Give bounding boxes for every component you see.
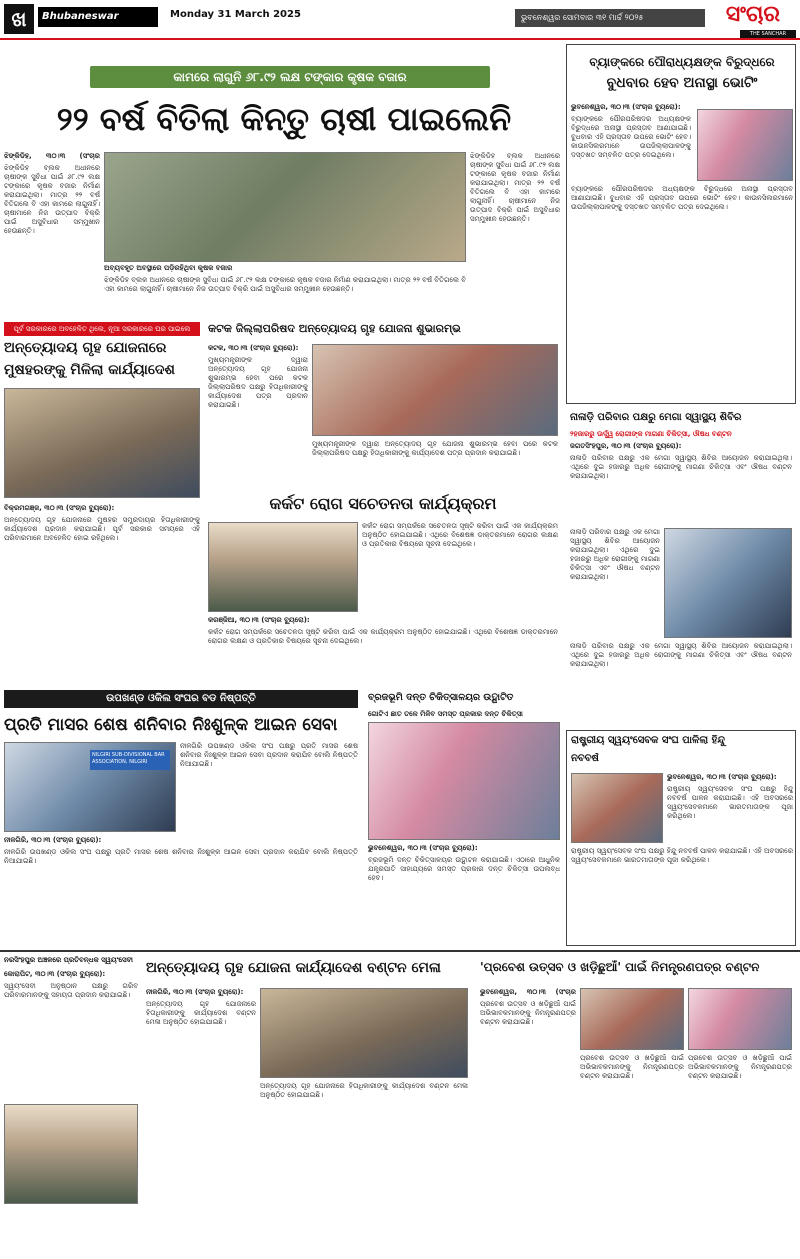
- cancer-dateline: କରଞ୍ଜିଆ, ୩୦।୩ (ସଂଚାର ବ୍ୟୁରୋ):: [208, 616, 310, 624]
- bottom2-photo: [260, 988, 468, 1078]
- cancer-body-1: କର୍କଟ ରୋଗ ସମ୍ପର୍କରେ ସଚେତନତା ସୃଷ୍ଟି କରିବା ପାଇଁ ଏକ କାର୍ଯ୍ୟକ୍ରମ ଅନୁଷ୍ଠିତ ହୋଇଯାଇଛି। ଏଥିରେ ବିଶେଷଜ୍ଞ ଡାକ୍ତରମାନେ ରୋଗର ଲକ୍ଷଣ ଓ ପ୍ରତିକାର ବିଷୟରେ ସୂଚନା ଦେଇଥିଲେ।: [362, 522, 558, 548]
- dental-photo: [368, 722, 560, 840]
- housing-kicker: ପୂର୍ବ ସରକାରରେ ଅବହେଳିତ ଥିଲେ, ନୂଆ ସରକାରରେ ଘର ପାଇଲେ: [4, 322, 200, 336]
- health-camp-body-1: ନାଳାଡ଼ି ପରିବାର ପକ୍ଷରୁ ଏକ ମେଗା ସ୍ୱାସ୍ଥ୍ୟ ଶିବିର ଆୟୋଜନ କରାଯାଇଥିଲା। ଏଥିରେ ଦୁଇ ହଜାରରୁ ଅଧିକ ରୋଗୀଙ୍କୁ ମାଗଣା ଚିକିତ୍ସା ଏବଂ ଔଷଧ ବଣ୍ଟନ କରାଯାଇଥିଲା।: [570, 454, 792, 480]
- lead-body-col1: ଝିଙ୍କିଡିହ ବ୍ଲକ ଅଧୀନରେ ଚାଷୀଙ୍କ ସୁବିଧା ପାଇଁ ୬୮.୯୨ ଲକ୍ଷ ଟଙ୍କାରେ କୃଷକ ବଜାର ନିର୍ମାଣ କରାଯାଇଥିଲା। ମାତ୍ର ୨୨ ବର୍ଷ ବିତିଗଲେ ବି ଏହା କାମରେ ଲାଗୁନାହିଁ। ଚାଷୀମାନେ ନିଜ ଉତ୍ପାଦ ବିକ୍ରି ପାଇଁ ଅସୁବିଧାର ସମ୍ମୁଖୀନ ହେଉଛନ୍ତି।: [4, 164, 100, 235]
- right-top-body-1: ବ୍ୟାଙ୍କରେ ପୌରପରିଷଦର ଅଧ୍ୟକ୍ଷଙ୍କ ବିରୁଦ୍ଧରେ ଅନାସ୍ଥା ପ୍ରସ୍ତାବ ଆଣାଯାଇଛି। ବୁଧବାର ଏହି ପ୍ରସ୍ତାବ ଉପରେ ଭୋଟିଂ ହେବ। କାଉନସିଲରମାନେ ଉପଜିଲ୍ଲାପାଳଙ୍କୁ ଦସ୍ତଖତ ସମ୍ବଳିତ ପତ୍ର ଦେଇଥିଲେ।: [571, 115, 691, 159]
- dental-story: [366, 690, 562, 946]
- housing-dateline: ବିକ୍ରମଗଞ୍ଜ, ୩୦।୩ (ସଂଚାର ବ୍ୟୁରୋ):: [4, 504, 115, 512]
- health-camp-body-3: ନାଳାଡ଼ି ପରିବାର ପକ୍ଷରୁ ଏକ ମେଗା ସ୍ୱାସ୍ଥ୍ୟ ଶିବିର ଆୟୋଜନ କରାଯାଇଥିଲା। ଏଥିରେ ଦୁଇ ହଜାରରୁ ଅଧିକ ରୋଗୀଙ୍କୁ ମାଗଣା ଚିକିତ୍ସା ଏବଂ ଔଷଧ ବଣ୍ଟନ କରାଯାଇଥିଲା।: [570, 642, 792, 668]
- newyear-body-1: ରାଷ୍ଟ୍ରୀୟ ସ୍ୱୟଂସେବକ ସଂଘ ପକ୍ଷରୁ ହିନ୍ଦୁ ନବବର୍ଷ ପାଳନ କରାଯାଇଛି। ଏହି ଅବସରରେ ସ୍ୱୟଂସେବକମାନେ ଭାରତମାତାଙ୍କ ପୂଜା କରିଥିଲେ।: [667, 785, 793, 820]
- lead-dateline: ଝିଙ୍କିଡିହ, ୩୦।୩ (ସଂଚାର: [4, 152, 100, 160]
- lead-photo-caption: ଅବ୍ୟବହୃତ ଅବସ୍ଥାରେ ପଡ଼ିରହିଥିବା କୃଷକ ବଜାର: [104, 264, 233, 272]
- dental-sub: ଗୋଟିଏ ଛାତ ତଳେ ମିଳିବ ସମସ୍ତ ପ୍ରକାର ଦନ୍ତ ଚିକିତ୍ସା: [368, 710, 523, 718]
- bottom3-body-2: ପ୍ରବେଶ ଉତ୍ସବ ଓ ଖଡ଼ିଛୁଆଁ ପାଇଁ ଅଭିଭାବକମାନଙ୍କୁ ନିମନ୍ତ୍ରଣପତ୍ର ବଣ୍ଟନ କରାଯାଇଛି।: [580, 1054, 684, 1080]
- cancer-body-2: କର୍କଟ ରୋଗ ସମ୍ପର୍କରେ ସଚେତନତା ସୃଷ୍ଟି କରିବା ପାଇଁ ଏକ କାର୍ଯ୍ୟକ୍ରମ ଅନୁଷ୍ଠିତ ହୋଇଯାଇଛି। ଏଥିରେ ବିଶେଷଜ୍ଞ ଡାକ୍ତରମାନେ ରୋଗର ଲକ୍ଷଣ ଓ ପ୍ରତିକାର ବିଷୟରେ ସୂଚନା ଦେଇଥିଲେ।: [208, 628, 558, 645]
- right-top-body-2: ବ୍ୟାଙ୍କରେ ପୌରପରିଷଦର ଅଧ୍ୟକ୍ଷଙ୍କ ବିରୁଦ୍ଧରେ ଅନାସ୍ଥା ପ୍ରସ୍ତାବ ଆଣାଯାଇଛି। ବୁଧବାର ଏହି ପ୍ରସ୍ତାବ ଉପରେ ଭୋଟିଂ ହେବ। କାଉନସିଲରମାନେ ଉପଜିଲ୍ଲାପାଳଙ୍କୁ ଦସ୍ତଖତ ସମ୍ବଳିତ ପତ୍ର ଦେଇଥିଲେ।: [571, 185, 793, 211]
- newyear-body-2: ରାଷ୍ଟ୍ରୀୟ ସ୍ୱୟଂସେବକ ସଂଘ ପକ୍ଷରୁ ହିନ୍ଦୁ ନବବର୍ଷ ପାଳନ କରାଯାଇଛି। ଏହି ଅବସରରେ ସ୍ୱୟଂସେବକମାନେ ଭାରତମାତାଙ୍କ ପୂଜା କରିଥିଲେ।: [571, 847, 793, 864]
- bottom1-dateline: କୋରାପିଟ, ୩୦।୩ (ସଂଚାର ବ୍ୟୁରୋ):: [4, 970, 106, 978]
- cancer-story: [204, 490, 562, 680]
- dental-headline: ବ୍ରଜଭୂମି ଦନ୍ତ ଚିକିତ୍ସାଳୟର ଉଦ୍ଘାଟିତ: [368, 692, 514, 703]
- lead-body-col2: ଝିଙ୍କିଡିହ ବ୍ଲକ ଅଧୀନରେ ଚାଷୀଙ୍କ ସୁବିଧା ପାଇଁ ୬୮.୯୨ ଲକ୍ଷ ଟଙ୍କାରେ କୃଷକ ବଜାର ନିର୍ମାଣ କରାଯାଇଥିଲା। ମାତ୍ର ୨୨ ବର୍ଷ ବିତିଗଲେ ବି ଏହା କାମରେ ଲାଗୁନାହିଁ। ଚାଷୀମାନେ ନିଜ ଉତ୍ପାଦ ବିକ୍ରି ପାଇଁ ଅସୁବିଧାର ସମ୍ମୁଖୀନ ହେଉଛନ୍ତି।: [104, 276, 466, 293]
- page-letter-badge: ଖ: [4, 4, 34, 34]
- bottom3-dateline: ଭୁବନେଶ୍ୱର, ୩୦।୩ (ସଂଚାର: [480, 988, 576, 996]
- cuttack-photo: [312, 344, 558, 436]
- masthead-odia-date: ଭୁବନେଶ୍ୱର ସୋମବାର ୩୧ ମାର୍ଚ୍ଚ ୨୦୨୫: [515, 9, 705, 27]
- right-top-story: [566, 44, 796, 404]
- lead-story: [0, 44, 562, 314]
- newyear-headline-2: ନବବର୍ଷ: [571, 753, 599, 764]
- health-camp-photo: [664, 528, 792, 638]
- cuttack-body-1: ମୁଖ୍ୟମନ୍ତ୍ରୀଙ୍କ ଦ୍ୱାରା ଅନ୍ତ୍ୟୋଦୟ ଗୃହ ଯୋଜନା ଶୁଭାରମ୍ଭ ହେବା ପରେ କଟକ ଜିଲ୍ଲାପରିଷଦ ପକ୍ଷରୁ ହିତାଧିକାରୀଙ୍କୁ କାର୍ଯ୍ୟାଦେଶ ପତ୍ର ପ୍ରଦାନ କରାଯାଇଛି।: [208, 356, 308, 409]
- cuttack-story: [204, 318, 562, 488]
- newyear-dateline: ଭୁବନେଶ୍ୱର, ୩୦।୩ (ସଂଚାର ବ୍ୟୁରୋ):: [667, 773, 777, 781]
- legal-story: [0, 690, 362, 946]
- bottom-story-1: [0, 954, 140, 1254]
- bottom3-photo-2: [688, 988, 792, 1050]
- sanchar-logo-sub: THE SANCHAR: [740, 30, 796, 38]
- lead-kicker: କାମରେ ଲାଗୁନି ୬୮.୯୨ ଲକ୍ଷ ଟଙ୍କାର କୃଷକ ବଜାର: [90, 66, 490, 88]
- bottom2-body-1: ଅନ୍ତ୍ୟୋଦୟ ଗୃହ ଯୋଜନାରେ ହିତାଧିକାରୀଙ୍କୁ କାର୍ଯ୍ୟାଦେଶ ବଣ୍ଟନ ମେଳା ଅନୁଷ୍ଠିତ ହୋଇଯାଇଛି।: [146, 1000, 256, 1026]
- newyear-headline-1: ରାଷ୍ଟ୍ରୀୟ ସ୍ୱୟଂସେବକ ସଂଘ ପାଳିଲା ହିନ୍ଦୁ: [571, 735, 725, 746]
- bottom3-photo-1: [580, 988, 684, 1050]
- housing-body: ଅନ୍ତ୍ୟୋଦୟ ଗୃହ ଯୋଜନାରେ ମୁଷହର ସମ୍ପ୍ରଦାୟର ହିତାଧିକାରୀଙ୍କୁ କାର୍ଯ୍ୟାଦେଶ ପ୍ରଦାନ କରାଯାଇଛି। ପୂର୍ବ ସରକାର ସମୟରେ ଏହି ପରିବାରମାନେ ଅବହେଳିତ ହୋଇ ରହିଥିଲେ।: [4, 516, 200, 542]
- dental-body: ବ୍ରଜଭୂମି ଦନ୍ତ ଚିକିତ୍ସାଳୟର ଉଦ୍ଘାଟନ କରାଯାଇଛି। ଏଠାରେ ଆଧୁନିକ ଯନ୍ତ୍ରପାତି ସାହାଯ୍ୟରେ ସମସ୍ତ ପ୍ରକାର ଦନ୍ତ ଚିକିତ୍ସା ଉପଲବ୍ଧ ହେବ।: [368, 856, 560, 882]
- legal-kicker: ଉପଖଣ୍ଡ ଓକିଲ ସଂଘର ବଡ ନିଷ୍ପତ୍ତି: [4, 690, 358, 708]
- bottom1-body: ସ୍ୱୟଂସେବୀ ଅନୁଷ୍ଠାନ ପକ୍ଷରୁ ଗରିବ ପରିବାରମାନଙ୍କୁ ସହାୟତା ପ୍ରଦାନ କରାଯାଇଛି।: [4, 982, 138, 999]
- legal-dateline: ନୀଳଗିରି, ୩୦।୩ (ସଂଚାର ବ୍ୟୁରୋ):: [4, 836, 102, 844]
- masthead-city: Bhubaneswar: [38, 7, 158, 27]
- housing-photo: [4, 388, 200, 498]
- cuttack-headline: କଟକ ଜିଲ୍ଲାପରିଷଦ ଅନ୍ତ୍ୟୋଦୟ ଗୃହ ଯୋଜନା ଶୁଭାରମ୍ଭ: [208, 322, 461, 335]
- health-camp-sub: ୨ହଜାରରୁ ଊର୍ଦ୍ଧ୍ୱ ରୋଗୀଙ୍କ ମାଗଣା ଚିକିତ୍ସା, ଔଷଧ ବଣ୍ଟନ: [570, 430, 732, 438]
- bottom2-body-2: ଅନ୍ତ୍ୟୋଦୟ ଗୃହ ଯୋଜନାରେ ହିତାଧିକାରୀଙ୍କୁ କାର୍ଯ୍ୟାଦେଶ ବଣ୍ଟନ ମେଳା ଅନୁଷ୍ଠିତ ହୋଇଯାଇଛି।: [260, 1082, 468, 1099]
- bottom1-headline: ନରସିଂହପୁର ଅଞ୍ଚଳରେ ପ୍ରତିବନ୍ଧକ ସ୍ୱୟଂସେବୀ: [4, 956, 133, 964]
- right-top-headline-2: ବୁଧବାର ହେବ ଅନାସ୍ଥା ଭୋଟିଂ: [606, 75, 758, 91]
- health-camp-story: [566, 408, 796, 726]
- legal-headline: ପ୍ରତି ମାସର ଶେଷ ଶନିବାର ନିଃଶୁଳ୍କ ଆଇନ ସେବା: [4, 715, 338, 735]
- lead-tree-photo: [104, 152, 466, 262]
- legal-banner: NILGIRI SUB-DIVISIONAL BAR ASSOCIATION, NILGIRI: [90, 750, 170, 770]
- cancer-photo: [208, 522, 358, 612]
- sanchar-logo: ସଂଚାର: [725, 2, 781, 27]
- legal-body-right: ନୀଳଗିରି ଉପଖଣ୍ଡ ଓକିଲ ସଂଘ ପକ୍ଷରୁ ପ୍ରତି ମାସର ଶେଷ ଶନିବାର ନିଃଶୁଳ୍କ ଆଇନ ସେବା ପ୍ରଦାନ କରାଯିବ ବୋଲି ନିଷ୍ପତ୍ତି ନିଆଯାଇଛି।: [180, 742, 358, 768]
- bottom1-photo: [4, 1104, 138, 1204]
- mayor-photo: [697, 109, 793, 181]
- dental-dateline: ଭୁବନେଶ୍ୱର, ୩୦।୩ (ସଂଚାର ବ୍ୟୁରୋ):: [368, 844, 478, 852]
- masthead-date: Monday 31 March 2025: [170, 9, 301, 20]
- housing-story: [0, 318, 200, 688]
- bottom2-headline: ଅନ୍ତ୍ୟୋଦୟ ଗୃହ ଯୋଜନା କାର୍ଯ୍ୟାଦେଶ ବଣ୍ଟନ ମେଳା: [146, 960, 441, 976]
- legal-body: ନୀଳଗିରି ଉପଖଣ୍ଡ ଓକିଲ ସଂଘ ପକ୍ଷରୁ ପ୍ରତି ମାସର ଶେଷ ଶନିବାର ନିଃଶୁଳ୍କ ଆଇନ ସେବା ପ୍ରଦାନ କରାଯିବ ବୋଲି ନିଷ୍ପତ୍ତି ନିଆଯାଇଛି।: [4, 848, 358, 865]
- bottom-story-2: [142, 954, 472, 1254]
- housing-headline-2: ମୁଷହରଙ୍କୁ ମିଳିଲା କାର୍ଯ୍ୟାଦେଶ: [4, 362, 175, 378]
- bottom3-headline: 'ପ୍ରବେଶ ଉତ୍ସବ ଓ ଖଡ଼ିଛୁଆଁ' ପାଇଁ ନିମନ୍ତ୍ରଣପତ୍ର ବଣ୍ଟନ: [480, 960, 760, 974]
- bottom3-body-1: ପ୍ରବେଶ ଉତ୍ସବ ଓ ଖଡ଼ିଛୁଆଁ ପାଇଁ ଅଭିଭାବକମାନଙ୍କୁ ନିମନ୍ତ୍ରଣପତ୍ର ବଣ୍ଟନ କରାଯାଇଛି।: [480, 1000, 576, 1026]
- cuttack-body-2: ମୁଖ୍ୟମନ୍ତ୍ରୀଙ୍କ ଦ୍ୱାରା ଅନ୍ତ୍ୟୋଦୟ ଗୃହ ଯୋଜନା ଶୁଭାରମ୍ଭ ହେବା ପରେ କଟକ ଜିଲ୍ଲାପରିଷଦ ପକ୍ଷରୁ ହିତାଧିକାରୀଙ୍କୁ କାର୍ଯ୍ୟାଦେଶ ପତ୍ର ପ୍ରଦାନ କରାଯାଇଛି।: [312, 440, 558, 457]
- cuttack-dateline: କଟକ, ୩୦।୩ (ସଂଚାର ବ୍ୟୁରୋ):: [208, 344, 299, 352]
- bottom-divider: [0, 950, 800, 952]
- right-top-headline-1: ବ୍ୟାଙ୍କରେ ପୌରାଧ୍ୟକ୍ଷଙ୍କ ବିରୁଦ୍ଧରେ: [589, 55, 775, 69]
- right-top-dateline: ଭୁବନେଶ୍ୱର, ୩୦।୩ (ସଂଚାର ବ୍ୟୁରୋ):: [571, 103, 681, 111]
- bottom-story-3: [476, 954, 796, 1254]
- bottom2-dateline: ନୀଳଗିରି, ୩୦।୩ (ସଂଚାର ବ୍ୟୁରୋ):: [146, 988, 244, 996]
- lead-body-col3: ଝିଙ୍କିଡିହ ବ୍ଲକ ଅଧୀନରେ ଚାଷୀଙ୍କ ସୁବିଧା ପାଇଁ ୬୮.୯୨ ଲକ୍ଷ ଟଙ୍କାରେ କୃଷକ ବଜାର ନିର୍ମାଣ କରାଯାଇଥିଲା। ମାତ୍ର ୨୨ ବର୍ଷ ବିତିଗଲେ ବି ଏହା କାମରେ ଲାଗୁନାହିଁ। ଚାଷୀମାନେ ନିଜ ଉତ୍ପାଦ ବିକ୍ରି ପାଇଁ ଅସୁବିଧାର ସମ୍ମୁଖୀନ ହେଉଛନ୍ତି।: [470, 152, 560, 223]
- newyear-story: [566, 730, 796, 946]
- cancer-headline: କର୍କଟ ରୋଗ ସଚେତନତା କାର୍ଯ୍ୟକ୍ରମ: [269, 494, 497, 513]
- lead-headline: ୨୨ ବର୍ଷ ବିତିଲା କିନ୍ତୁ ଚାଷୀ ପାଇଲେନି: [56, 100, 512, 138]
- health-camp-dateline: ଜଗତସିଂହପୁର, ୩୦।୩ (ସଂଚାର ବ୍ୟୁରୋ):: [570, 442, 682, 450]
- housing-headline-1: ଅନ୍ତ୍ୟୋଦୟ ଗୃହ ଯୋଜନାରେ: [4, 340, 167, 356]
- masthead: [0, 0, 800, 40]
- newyear-photo: [571, 773, 663, 843]
- health-camp-body-2: ନାଳାଡ଼ି ପରିବାର ପକ୍ଷରୁ ଏକ ମେଗା ସ୍ୱାସ୍ଥ୍ୟ ଶିବିର ଆୟୋଜନ କରାଯାଇଥିଲା। ଏଥିରେ ଦୁଇ ହଜାରରୁ ଅଧିକ ରୋଗୀଙ୍କୁ ମାଗଣା ଚିକିତ୍ସା ଏବଂ ଔଷଧ ବଣ୍ଟନ କରାଯାଇଥିଲା।: [570, 528, 660, 581]
- masthead-rule: [0, 38, 800, 40]
- health-camp-headline: ନାଳାଡ଼ି ପରିବାର ପକ୍ଷରୁ ମେଗା ସ୍ୱାସ୍ଥ୍ୟ ଶିବିର: [570, 412, 742, 423]
- bottom3-body-3: ପ୍ରବେଶ ଉତ୍ସବ ଓ ଖଡ଼ିଛୁଆଁ ପାଇଁ ଅଭିଭାବକମାନଙ୍କୁ ନିମନ୍ତ୍ରଣପତ୍ର ବଣ୍ଟନ କରାଯାଇଛି।: [688, 1054, 792, 1080]
